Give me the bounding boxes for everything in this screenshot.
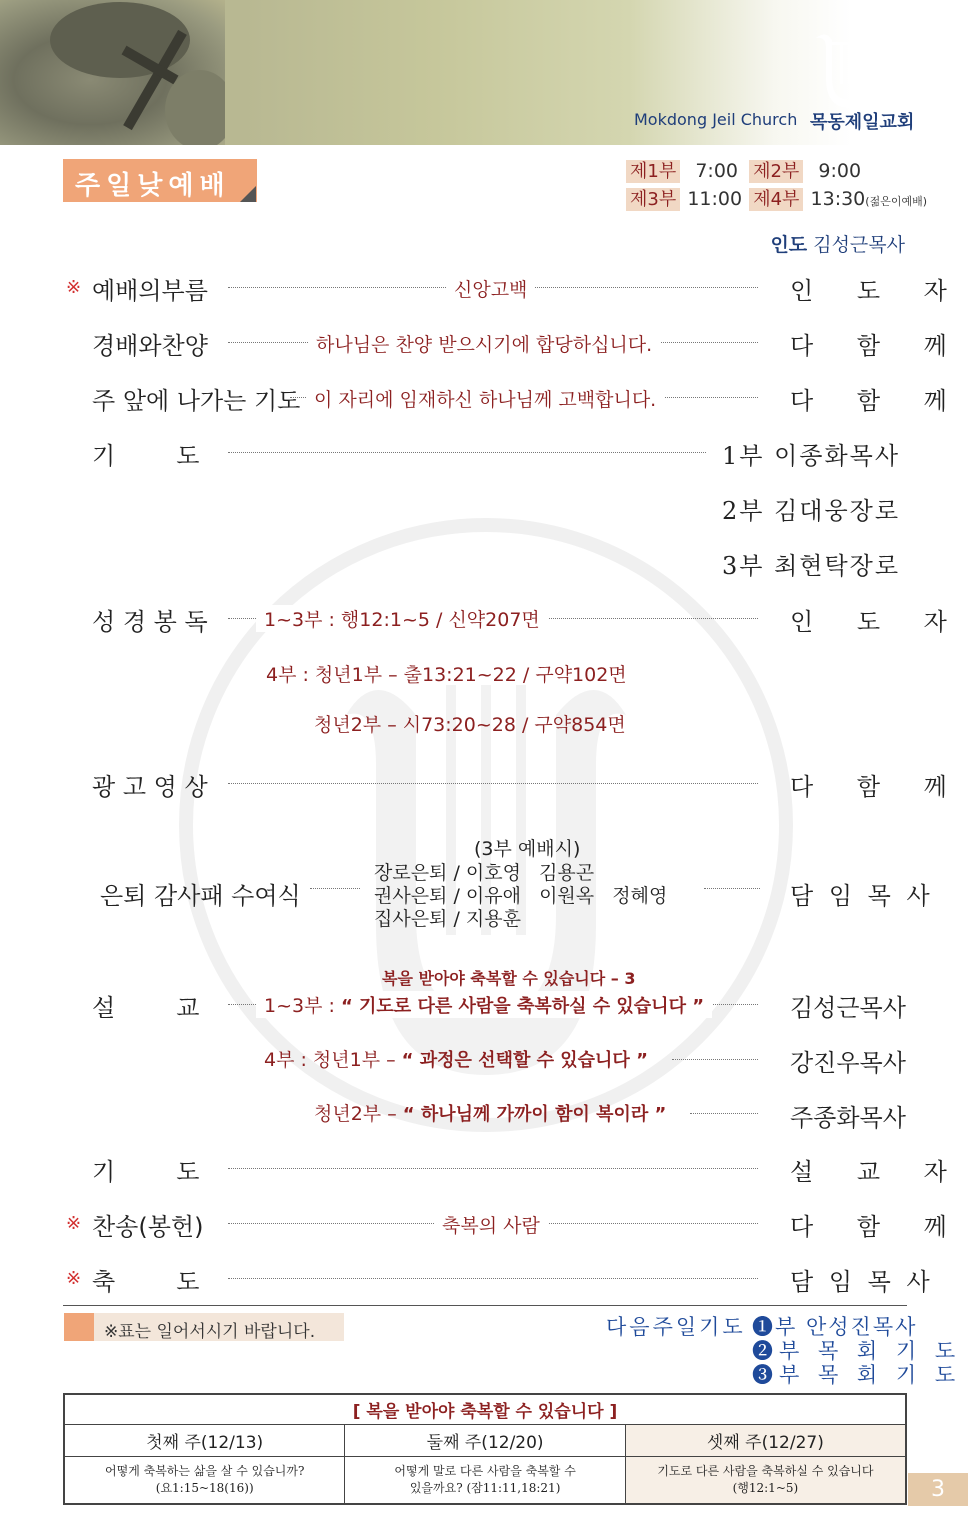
praise-label: 경배와찬양: [92, 332, 208, 360]
sermon-main-prefix: 1~3부 :: [264, 995, 341, 1017]
hymn-title: 축복의 사람: [434, 1211, 548, 1238]
retirement-ceremony-label: 은퇴 감사패 수여식: [100, 882, 301, 910]
service-title: [63, 159, 257, 202]
sermon-youth-2-preacher: 주종화목사: [790, 1104, 906, 1132]
scripture-sub-2: 청년2부 – 시73:20~28 / 구약854면: [314, 714, 626, 736]
dotted-leader: [228, 1278, 758, 1279]
series-week-topic: [345, 1456, 625, 1504]
sermon-youth-2: [314, 1099, 666, 1126]
closing-prayer-leader: 설 교 자: [790, 1158, 965, 1186]
leader-line: [740, 230, 905, 257]
benediction-label: 축 도: [92, 1268, 200, 1296]
sermon-series: 복을 받아야 축복할 수 있습니다 – 3: [382, 969, 636, 988]
sermon-preacher: 김성근목사: [790, 994, 906, 1022]
church-name-ko: 목동제일교회: [810, 112, 915, 133]
standing-mark: ※: [66, 1268, 82, 1289]
schedule-time: 13:30: [810, 188, 866, 210]
page-number: 3: [908, 1473, 968, 1506]
dotted-leader: [228, 1168, 758, 1169]
standing-note: ※표는 일어서시기 바랍니다.: [104, 1322, 316, 1342]
schedule-time: 9:00: [818, 160, 862, 182]
scripture-label: 성 경 봉 독: [92, 608, 208, 636]
dotted-leader: [228, 452, 706, 453]
divider: [63, 1305, 907, 1306]
series-week-topic-line: (요1:15~18(16)): [155, 1480, 254, 1495]
sermon-youth-2-prefix: 청년2부 –: [314, 1103, 403, 1125]
series-week-topic-line: (행12:1~5): [732, 1480, 799, 1495]
schedule-time: 11:00: [687, 188, 743, 210]
note-square: [64, 1313, 94, 1341]
standing-mark: ※: [66, 1213, 82, 1234]
dotted-leader: [690, 1113, 758, 1114]
retirement-deacons: 집사은퇴 / 지용훈: [374, 908, 521, 930]
benediction-leader: 담 임 목 사: [790, 1268, 934, 1296]
scripture-reader: 인 도 자: [790, 608, 965, 636]
series-week-topic-line: 어떻게 축복하는 삶을 살 수 있습니까?: [105, 1463, 305, 1478]
dotted-leader: [228, 783, 758, 784]
series-table-title: [ 복을 받아야 축복할 수 있습니다 ]: [64, 1394, 906, 1424]
series-week-head: 둘째 주(12/20): [345, 1424, 625, 1456]
sermon-youth-1-prefix: 4부 : 청년1부 –: [264, 1049, 402, 1071]
series-week-head: 첫째 주(12/13): [64, 1424, 345, 1456]
praise-leader: 다 함 께: [790, 332, 965, 360]
prayer-label: 기 도: [92, 442, 200, 470]
schedule-time: 7:00: [695, 160, 738, 182]
dotted-leader: [310, 888, 360, 889]
call-to-worship-label: 예배의부름: [92, 277, 208, 305]
schedule: [626, 157, 926, 211]
dotted-leader: [672, 1059, 758, 1060]
sermon-youth-1-preacher: 강진우목사: [790, 1049, 906, 1077]
schedule-label: 제1부: [626, 160, 680, 183]
hymn-offering-label: 찬송(봉헌): [92, 1213, 204, 1241]
retirement-service-note: (3부 예배시): [474, 838, 581, 860]
series-week-topic: [625, 1456, 906, 1504]
sermon-youth-1: [264, 1045, 648, 1072]
series-week-topic: [64, 1456, 345, 1504]
lyre-logo-icon: [810, 28, 890, 108]
retirement-deaconesses: 권사은퇴 / 이유애 이원옥 정혜영: [374, 885, 668, 907]
schedule-label: 제4부: [749, 188, 803, 211]
series-week-topic-line: 있을까요? (잠11:11,18:21): [409, 1480, 561, 1495]
praying-hands-photo: [0, 0, 225, 145]
series-week-topic-line: 어떻게 말로 다른 사람을 축복할 수: [394, 1463, 576, 1478]
standing-mark: ※: [66, 277, 82, 298]
sermon-youth-2-title: “ 하나님께 가까이 함이 복이라 ”: [402, 1104, 667, 1125]
prayer-leader-1: 1부 이종화목사: [722, 442, 901, 470]
announcement-video-label: 광 고 영 상: [92, 773, 208, 801]
church-name-en: Mokdong Jeil Church: [634, 110, 798, 129]
series-week-topic-line: 기도로 다른 사람을 축복하실 수 있습니다: [657, 1463, 874, 1478]
schedule-note: (젊은이예배): [865, 195, 927, 208]
approach-prayer-content: 이 자리에 임재하신 하나님께 고백합니다.: [306, 385, 664, 412]
schedule-label: 제2부: [749, 160, 803, 183]
sermon-main-title: “ 기도로 다른 사람을 축복하실 수 있습니다 ”: [340, 996, 705, 1017]
series-week-head: 셋째 주(12/27): [625, 1424, 906, 1456]
call-to-worship-content: 신앙고백: [446, 275, 535, 302]
leader-name: 김성근목사: [813, 234, 905, 256]
next-prayer-label: 다음주일기도 :: [606, 1315, 766, 1339]
sermon-series-table: [63, 1393, 907, 1505]
next-prayer-item: ❸부 목 회 기 도: [752, 1363, 962, 1387]
call-to-worship-leader: 인 도 자: [790, 277, 965, 305]
retirement-elders: 장로은퇴 / 이호영 김용곤: [374, 862, 595, 884]
announcement-leader: 다 함 께: [790, 773, 965, 801]
title-corner-decoration: [240, 186, 256, 202]
service-title-text: 주일낮예배: [75, 171, 231, 201]
sermon-main: [256, 991, 712, 1018]
praise-content: 하나님은 찬양 받으시기에 합당하십니다.: [308, 330, 660, 357]
scripture-sub-1: 4부 : 청년1부 – 출13:21~22 / 구약102면: [266, 664, 627, 686]
next-prayer-item: ❶부 안성진목사: [752, 1315, 918, 1339]
approach-prayer-leader: 다 함 께: [790, 387, 965, 415]
scripture-content: 1~3부 : 행12:1~5 / 신약207면: [256, 605, 548, 632]
next-prayer-item: ❷부 목 회 기 도: [752, 1339, 962, 1363]
closing-prayer-label: 기 도: [92, 1158, 200, 1186]
prayer-leader-2: 2부 김대웅장로: [722, 497, 901, 525]
prayer-leader-3: 3부 최현탁장로: [722, 552, 901, 580]
approach-prayer-label: 주 앞에 나가는 기도: [92, 387, 301, 415]
leader-label: 인도: [770, 234, 808, 256]
sermon-label: 설 교: [92, 994, 200, 1022]
schedule-label: 제3부: [626, 188, 680, 211]
retirement-presenter: 담 임 목 사: [790, 882, 934, 910]
sermon-youth-1-title: “ 과정은 선택할 수 있습니다 ”: [401, 1050, 648, 1071]
dotted-leader: [704, 888, 760, 889]
hymn-leader: 다 함 께: [790, 1213, 965, 1241]
